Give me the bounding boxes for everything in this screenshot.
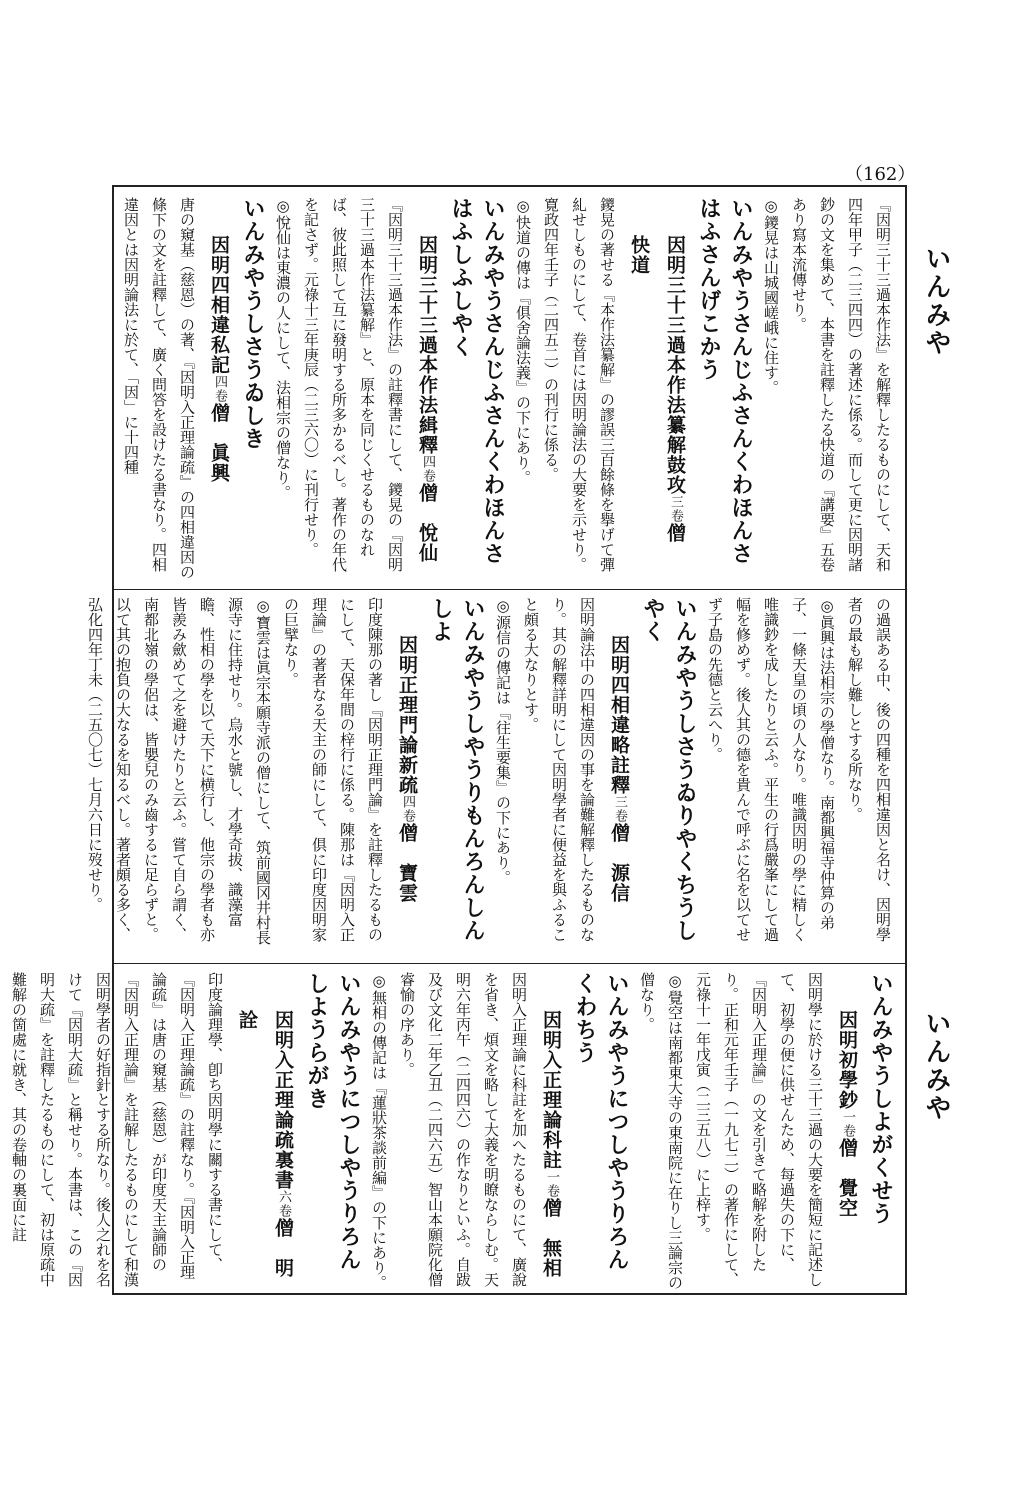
entry-author: 僧 快道 [628, 235, 686, 563]
entry-volume-count: 一卷 [544, 1170, 559, 1198]
text-band-middle [86, 597, 897, 955]
entry-volume-count: 一卷 [840, 1110, 855, 1138]
entry-title-text: 因明入正理論科註 [540, 1010, 562, 1170]
entry-paragraph: ◎眞興は法相宗の學僧なり。南都興福寺仲算の弟子、一條天皇の頃の人なり。唯識因明の學に精しく唯識鈔を成したりと云ふ。平生の行爲嚴峯にして過幅を修めず。後人其の德を貴んで呼ぶに名を以てせず子島の先德と云へり。 [706, 597, 836, 942]
entry-title [389, 597, 425, 955]
entry-author: 僧 明詮 [236, 1010, 294, 1278]
entry-reading-heading: いんみやうしやうりもんろんしんしよ [428, 597, 486, 942]
entry-paragraph: 因明論法中の四相違因の事を論難解釋したるものなり。其の解釋詳明にして因明學者に便益を與ふること頗る大なりとす。 [522, 597, 596, 942]
entry-paragraph: 因明學に於ける三十三過の大要を簡短に記述して、初學の便に供せんため、每過失の下に、『因明入正理論』の文を引きて略解を附したり。正和元年壬子（一九七二）の著作にして、元祿十一年戊寅（二三五八）に上梓す。 [694, 972, 824, 1287]
entry-volume-count: 四卷 [420, 455, 435, 483]
entry-reading-heading: いんみやうにつしやうりろんしようらがき [304, 972, 362, 1271]
entry-author: 僧 無相 [540, 1198, 562, 1278]
running-head-bottom: いんみや [921, 1010, 951, 1122]
entry-paragraph: ◎快道の傳は『俱舍論法義』の下にあり。 [514, 197, 532, 485]
band-divider [114, 589, 905, 590]
entry-title [829, 972, 865, 1290]
entry-author: 僧 寶雲 [396, 823, 418, 903]
entry-author: 僧 眞興 [208, 403, 230, 483]
entry-title-text: 因明入正理論疏裏書 [272, 1010, 294, 1190]
entry-paragraph: 印度陳那の著し『因明正理門論』を註釋したるものにして、天保年間の梓行に係る。陳那は『因明入正理論』の著者なる天主の師にして、俱に印度因明家の巨擘なり。 [282, 597, 384, 942]
entry-volume-count: 六卷 [276, 1190, 291, 1218]
entry-paragraph: ◎寶雲は眞宗本願寺派の僧にして、筑前國冈井村長源寺に住持せり。烏水と號し、才學奇拔、識藻富瞻、性相の學を以て天下に横行し、他宗の學者も亦皆羨み歛めて之を避けたりと云ふ。嘗て自ら謂く、南都北嶺の學侶は、皆嬰兒のみ齒するに足らずと。以て其の抱負の大なるを知るべし。著者頗る多く、弘化四年丁未（二五〇七）七月六日に歿せり。 [86, 597, 272, 945]
entry-reading-heading: いんみやうしよがくせう [868, 972, 894, 1225]
band-divider [114, 963, 905, 964]
entry-paragraph: ◎覺空は南都東大寺の東南院に在りし三論宗の僧なり。 [638, 972, 684, 1290]
entry-title-text: 因明四相違私記 [208, 235, 230, 375]
entry-title-text: 因明正理門論新疏 [396, 635, 418, 795]
entry-paragraph: 因明入正理論に科註を加へたるものにて、廣說を省き、煩文を略して大義を明瞭ならしむ。天明六年丙午（二四四六）の作なりといふ。自跋及び文化二年乙丑（二四六五）智山本願院化僧睿愉の序あり。 [398, 972, 528, 1287]
entry-paragraph: の過誤ある中、後の四種を四相違因と名け、因明學者の最も解し難しとする所なり。 [846, 597, 892, 942]
entry-volume-count: 三卷 [612, 795, 627, 823]
entry-title-text: 因明四相違略註釋 [608, 635, 630, 795]
entry-paragraph: ◎鑁晃は山城國嵯峨に住す。 [762, 197, 780, 395]
entry-volume-count: 四卷 [212, 375, 227, 403]
entry-volume-count: 三卷 [668, 495, 683, 523]
entry-author: 僧 悅仙 [416, 483, 438, 563]
entry-author: 僧 源信 [608, 823, 630, 903]
entry-reading-heading: いんみやうしさうゐしき [240, 197, 266, 450]
entry-reading-heading: いんみやうしさうゐりやくちうしやく [640, 597, 698, 942]
entry-paragraph: 『因明三十三過本作法』を解釋したるものにして、天和四年甲子（二三四四）の著述に係る。而して更に因明諸鈔の文を集めて、本書を註釋したる快道の『講要』五卷あり寫本流傳せり。 [790, 197, 892, 572]
entry-paragraph: 『因明三十三過本作法』の註釋書にして、鑁晃の『因明三十三過本作法纂解』と、原本を同じくせるものなれば、彼此照して互に發明する所多かるべし。著作の年代を記さず。元祿十三年庚辰（二三六〇）に刊行せり。 [302, 197, 404, 572]
entry-reading-heading: いんみやうさんじふさんくわほんさはふさんげこかう [696, 197, 754, 565]
entry-paragraph: ◎無相の傳記は『蓮狀茶談前編』の下にあり。 [370, 972, 388, 1290]
entry-paragraph: ◎悅仙は東濃の人にして、法相宗の僧なり。 [274, 197, 292, 500]
entry-reading-heading: いんみやうさんじふさんくわほんさはふしふしやく [448, 197, 506, 565]
entry-title-text: 因明三十三過本作法纂解鼓攻 [664, 235, 686, 495]
running-head-top: いんみや [921, 245, 951, 357]
entry-title [533, 972, 569, 1290]
entry-title-text: 因明初學鈔 [836, 1010, 858, 1110]
text-band-top [122, 197, 897, 582]
entry-reading-heading: いんみやうにつしやうりろんくわちう [572, 972, 630, 1271]
entry-title [229, 972, 301, 1290]
text-band-bottom [10, 972, 897, 1290]
entry-paragraph: 印度論理學、卽ち因明學に關する書にして、『因明入正理論疏』の註釋なり。『因明入正理論疏』は唐の窺基（慈恩）が印度天主論師の『因明入正理論』を註解したるものにして和漢因明學者の好指針とする所なり。後人之れを名けて『因明大疏』と稱せり。本書は、この『因明大疏』を註釋したるものにして、初は原疏中難解の箇處に就き、其の卷軸の裏面に註 [10, 972, 224, 1287]
page-frame [10, 185, 907, 1295]
entry-author: 僧 覺空 [836, 1138, 858, 1218]
entry-title [409, 197, 445, 582]
entry-title-text: 因明三十三過本作法緝釋 [416, 235, 438, 455]
entry-paragraph: 鑁晃の著せる『本作法纂解』の謬誤三百餘條を擧げて彈糺せしものにして、卷首には因明論法の大要を示せり。寛政四年壬子（二四五二）の刊行に係る。 [542, 197, 616, 572]
entry-title [601, 597, 637, 955]
entry-paragraph: 唐の窺基（慈恩）の著、『因明入正理論疏』の四相違因の條下の文を註釋して、廣く問答を設けたる書なり。四相違因とは因明論法に於て、「因」に十四種 [122, 197, 196, 580]
page-number: （162） [845, 164, 916, 185]
entry-paragraph: ◎源信の傳記は『往生要集』の下にあり。 [494, 597, 512, 885]
entry-volume-count: 四卷 [400, 795, 415, 823]
entry-title [621, 197, 693, 582]
entry-title [201, 197, 237, 582]
